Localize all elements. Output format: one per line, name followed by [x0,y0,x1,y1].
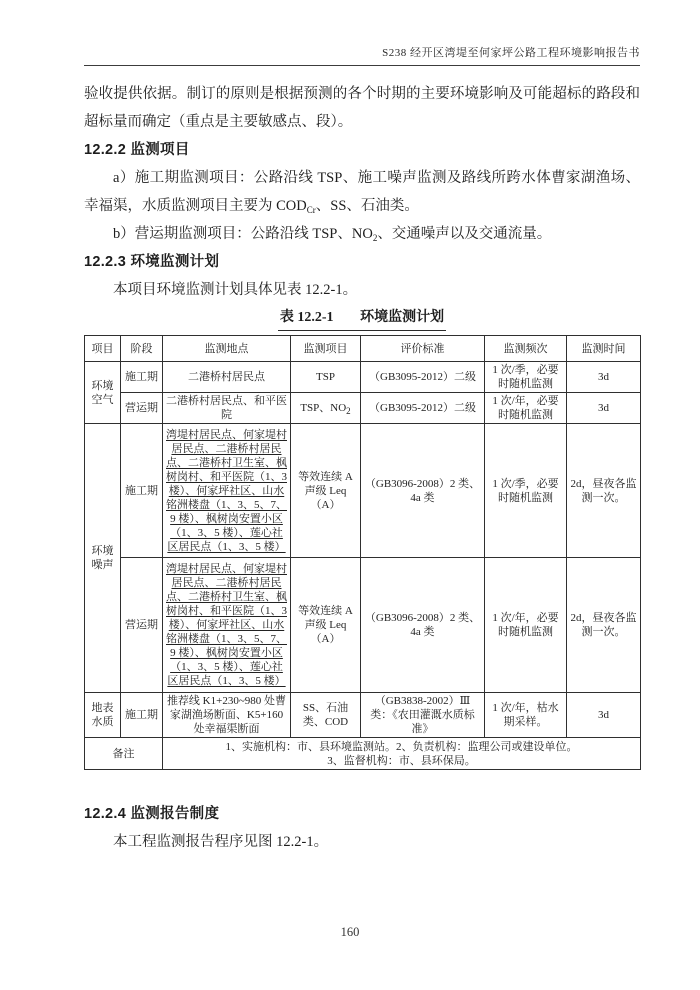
page-content [84,0,640,856]
table-caption-label: 表 12.2-1 [279,310,334,325]
cell-item: 等效连续 A 声级 Leq（A） [291,424,361,558]
monitoring-plan-table [84,335,641,770]
header-rule [84,65,640,66]
item-b-text: b）营运期监测项目：公路沿线 TSP、NO [113,226,373,242]
section-heading-12-2-2: 12.2.2 监测项目 [84,142,190,158]
paragraph-item-b [84,220,640,248]
table-row-note [85,738,641,770]
document-body [84,80,640,856]
cell-duration: 3d [567,693,641,738]
cell-standard: （GB3096-2008）2 类、4a 类 [361,558,485,693]
item-a-subscript: Cr [306,205,316,215]
item-a-text-end: 、SS、石油类。 [315,198,419,214]
col-header-duration: 监测时间 [567,336,641,362]
table-header-row [85,336,641,362]
cell-item: TSP [291,362,361,393]
note-line-2: 3、监督机构：市、县环保局。 [327,754,476,767]
cell-category-air: 环境空气 [85,362,121,424]
section-heading-12-2-3: 12.2.3 环境监测计划 [84,254,220,270]
cell-standard: （GB3096-2008）2 类、4a 类 [361,424,485,558]
table-row-noise-construction [85,424,641,558]
col-header-standard: 评价标准 [361,336,485,362]
cell-frequency: 1 次/年，必要时随机监测 [485,393,567,424]
cell-note-label: 备注 [85,738,163,770]
paragraph-intro: 验收提供依据。制订的原则是根据预测的各个时期的主要环境影响及可能超标的路段和超标量而确定（重点是主要敏感点、段）。 [84,86,640,130]
cell-stage: 营运期 [121,393,163,424]
cell-stage: 施工期 [121,693,163,738]
cell-standard: （GB3838-2002）Ⅲ类：《农田灌溉水质标准》 [361,693,485,738]
item-b-text-end: 、交通噪声以及交通流量。 [377,226,552,242]
paragraph-item-a [84,164,640,220]
cell-site: 推荐线 K1+230~980 处曹家湖渔场断面、K5+160 处幸福渠断面 [163,693,291,738]
section-heading-12-2-4: 12.2.4 监测报告制度 [84,806,220,822]
table-caption-title: 环境监测计划 [360,310,445,325]
cell-stage: 营运期 [121,558,163,693]
col-header-stage: 阶段 [121,336,163,362]
cell-stage: 施工期 [121,362,163,393]
cell-category-water: 地表水质 [85,693,121,738]
paragraph-see-figure: 本工程监测报告程序见图 12.2-1。 [113,834,329,850]
cell-site: 二港桥村居民点 [163,362,291,393]
cell-site: 湾堤村居民点、何家堤村居民点、二港桥村居民点、二港桥村卫生室、枫树岗村、和平医院（1、3 楼）、何家坪社区、山水铭洲楼盘（1、3、5、7、9 楼）、枫树岗安置小区（1、3、5 楼）、莲心社区居民点（1、3、5 楼） [163,424,291,558]
paragraph-see-table: 本项目环境监测计划具体见表 12.2-1。 [113,282,358,298]
page-header [84,0,640,66]
cell-duration: 2d，昼夜各监测一次。 [567,424,641,558]
cell-frequency: 1 次/季，必要时随机监测 [485,424,567,558]
table-row-water-construction [85,693,641,738]
item-b-subscript: 2 [372,233,378,243]
table-caption [84,306,640,331]
item-text: TSP、NO [300,402,347,414]
cell-duration: 2d，昼夜各监测一次。 [567,558,641,693]
cell-stage: 施工期 [121,424,163,558]
table-row-noise-operation [85,558,641,693]
cell-note-content [163,738,641,770]
cell-standard: （GB3095-2012）二级 [361,362,485,393]
cell-duration: 3d [567,393,641,424]
page-number: 160 [340,925,360,939]
col-header-item: 监测项目 [291,336,361,362]
cell-item: 等效连续 A 声级 Leq（A） [291,558,361,693]
cell-standard: （GB3095-2012）二级 [361,393,485,424]
item-subscript: 2 [346,406,351,416]
table-row-air-construction [85,362,641,393]
col-header-category: 项目 [85,336,121,362]
header-title: S238 经开区湾堤至何家坪公路工程环境影响报告书 [382,47,640,59]
col-header-frequency: 监测频次 [485,336,567,362]
cell-frequency: 1 次/年，必要时随机监测 [485,558,567,693]
table-row-air-operation [85,393,641,424]
cell-site: 湾堤村居民点、何家堤村居民点、二港桥村居民点、二港桥村卫生室、枫树岗村、和平医院（1、3 楼）、何家坪社区、山水铭洲楼盘（1、3、5、7、9 楼）、枫树岗安置小区（1、3、5 楼）、莲心社区居民点（1、3、5 楼） [163,558,291,693]
cell-item: SS、石油类、COD [291,693,361,738]
cell-frequency: 1 次/季，必要时随机监测 [485,362,567,393]
cell-site: 二港桥村居民点、和平医院 [163,393,291,424]
cell-frequency: 1 次/年，枯水期采样。 [485,693,567,738]
item-a-text: a）施工期监测项目：公路沿线 TSP、施工噪声监测及路线所跨水体曹家湖渔场、幸福渠，水质监测项目主要为 COD [84,170,640,214]
col-header-site: 监测地点 [163,336,291,362]
cell-category-noise: 环境噪声 [85,424,121,693]
cell-duration: 3d [567,362,641,393]
table-caption-text [278,307,446,331]
note-line-1: 1、实施机构：市、县环境监测站。2、负责机构：监理公司或建设单位。 [225,740,578,753]
cell-item [291,393,361,424]
